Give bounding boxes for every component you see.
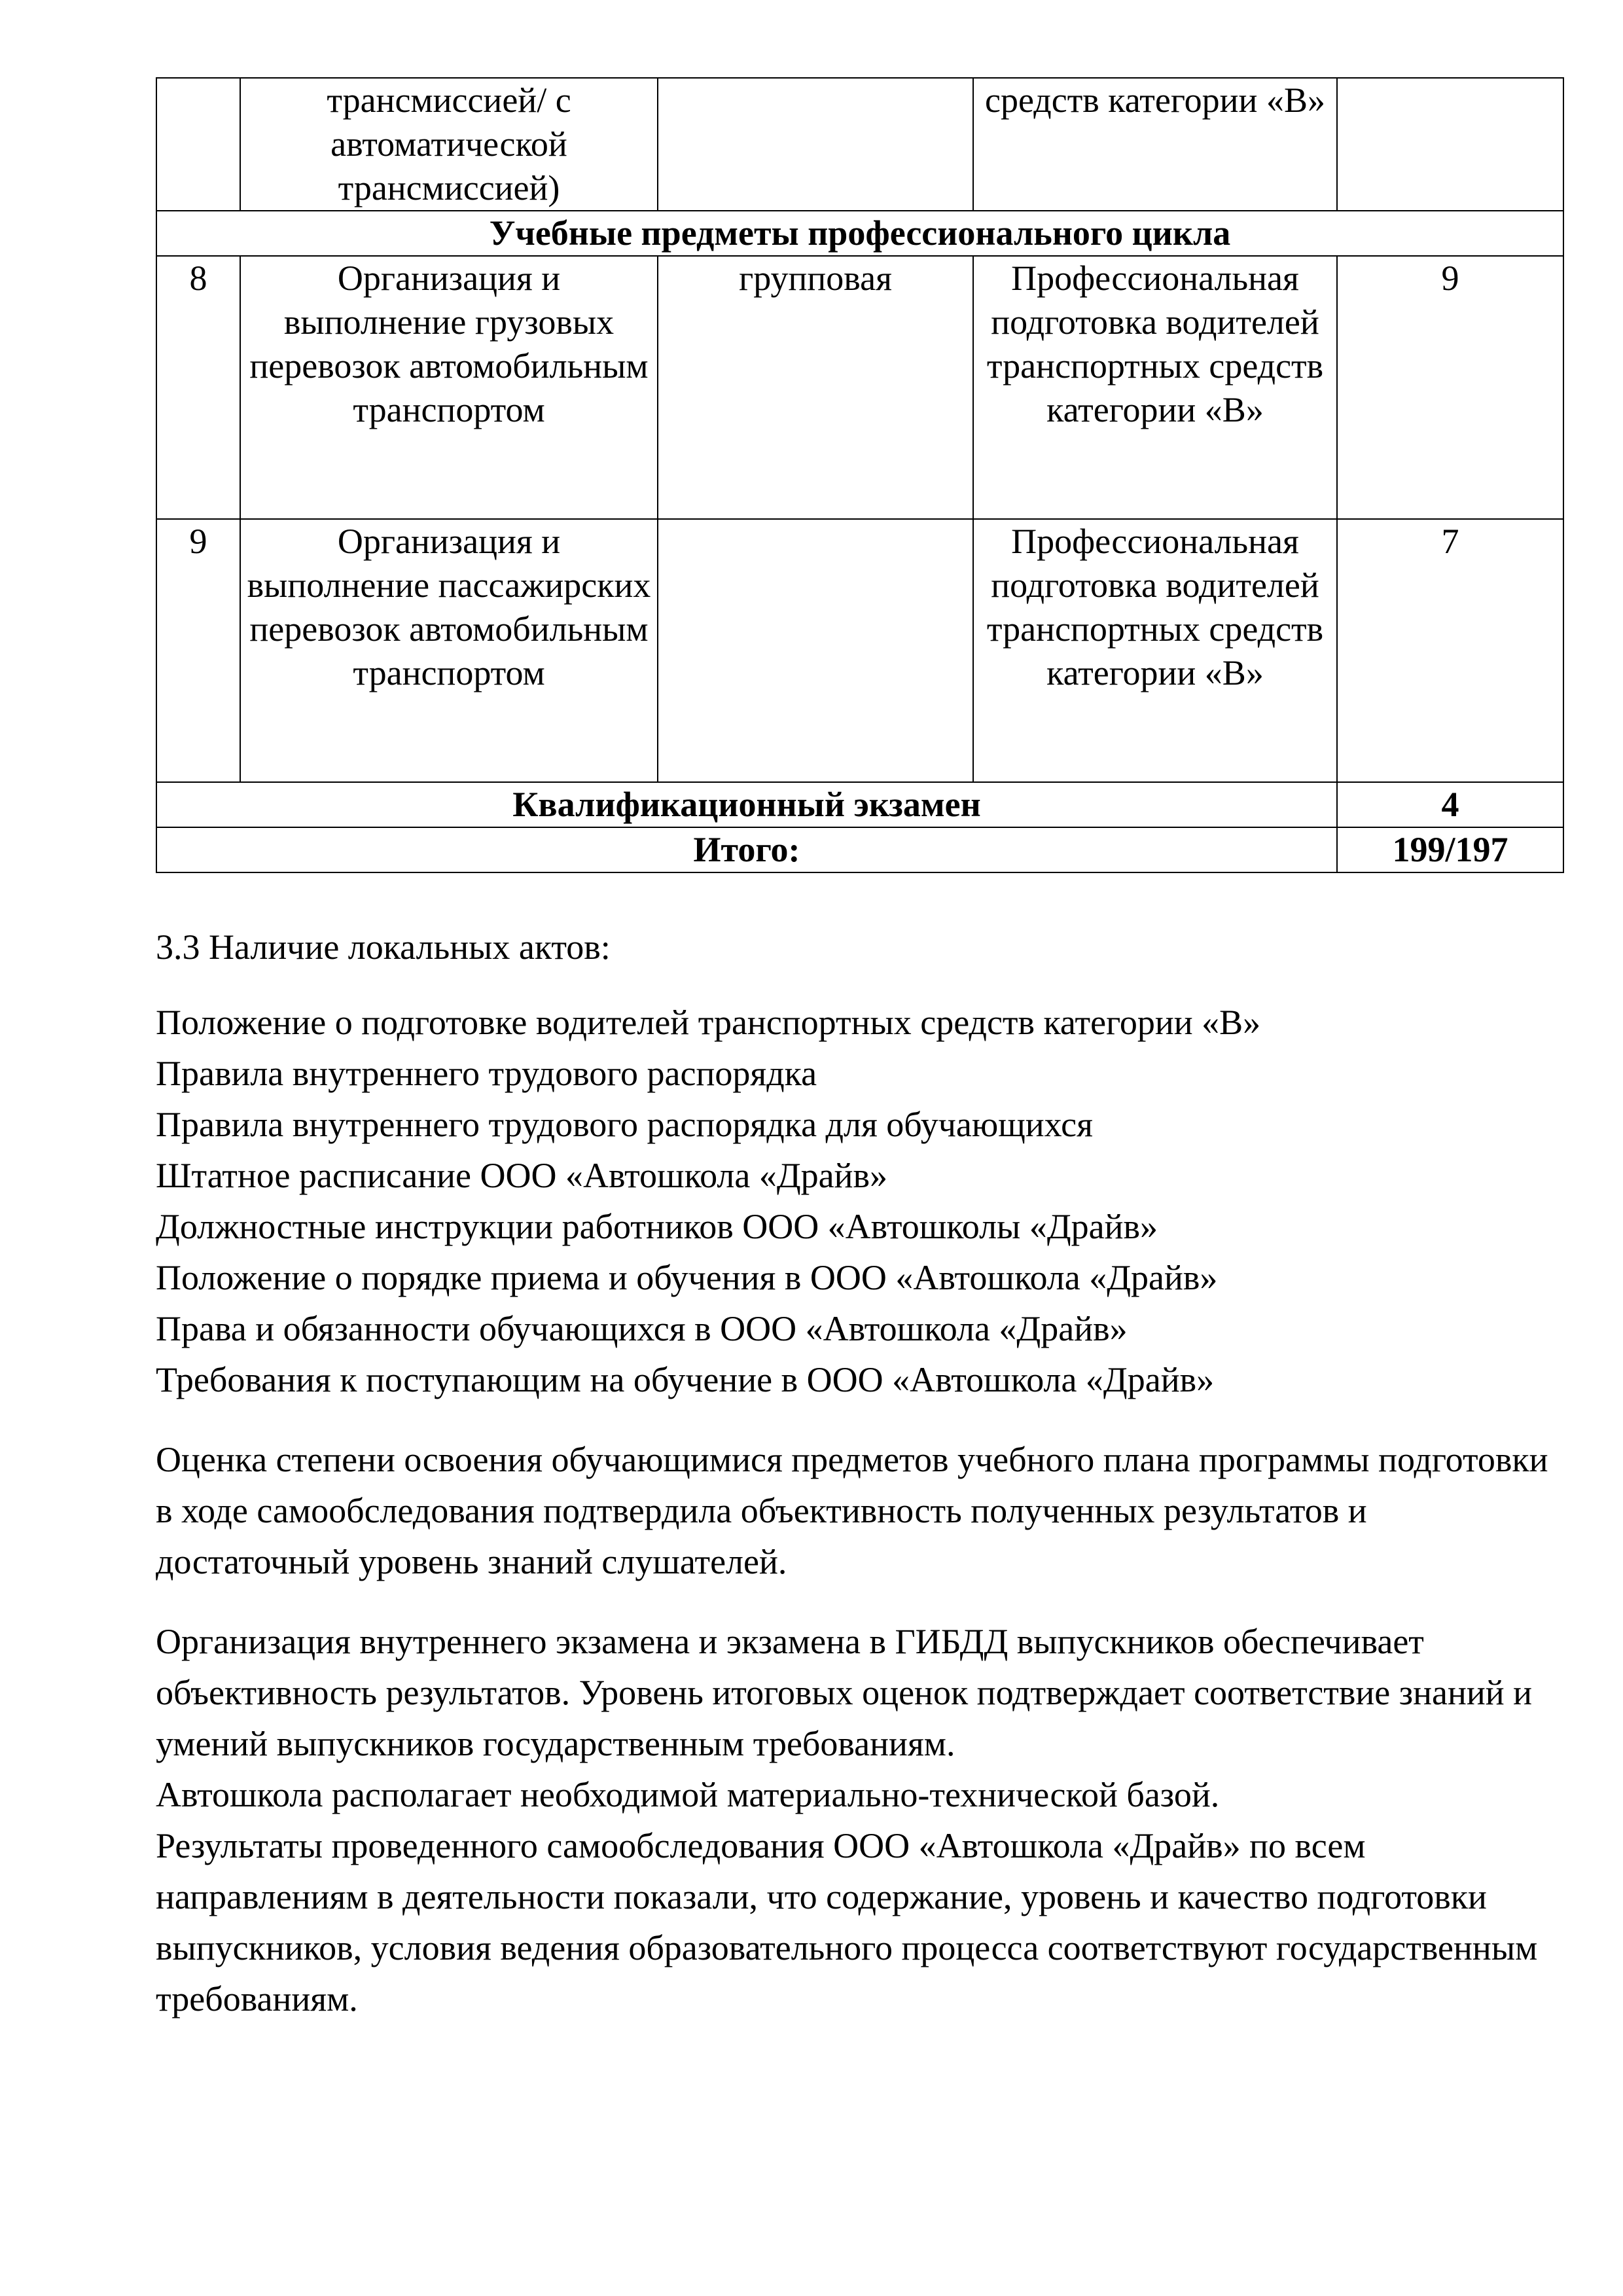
document-page	[156, 77, 1563, 2024]
cell-program: средств категории «В»	[973, 78, 1337, 211]
table-total-row	[156, 827, 1563, 872]
material-base-paragraph: Автошкола располагает необходимой материально-технической базой.	[156, 1775, 1220, 1814]
list-item: Должностные инструкции работников ООО «Автошколы «Драйв»	[156, 1207, 1158, 1246]
cell-program: Профессиональная подготовка водителей транспортных средств категории «В»	[973, 519, 1337, 782]
cell-hours	[1337, 78, 1563, 211]
total-hours: 199/197	[1337, 827, 1563, 872]
cell-num: 9	[156, 519, 240, 782]
table-row-continuation	[156, 78, 1563, 211]
list-item: Правила внутреннего трудового распорядка	[156, 1054, 817, 1093]
conclusion-block	[156, 1616, 1563, 2024]
curriculum-table	[156, 77, 1564, 873]
cell-form	[658, 78, 973, 211]
exam-organization-paragraph: Организация внутреннего экзамена и экзамена в ГИБДД выпускников обеспечивает объективность результатов. Уровень итоговых оценок подтверждает соответствие знаний и умений выпускников государственным требованиям.	[156, 1622, 1533, 1763]
cell-form: групповая	[658, 256, 973, 519]
table-row	[156, 256, 1563, 519]
list-item: Положение о порядке приема и обучения в ООО «Автошкола «Драйв»	[156, 1258, 1218, 1297]
table-section-row	[156, 211, 1563, 256]
cell-form	[658, 519, 973, 782]
section-title: Учебные предметы профессионального цикла	[156, 211, 1563, 256]
table-row	[156, 519, 1563, 782]
list-item: Требования к поступающим на обучение в ООО «Автошкола «Драйв»	[156, 1360, 1215, 1399]
cell-subject-name: Организация и выполнение грузовых перевозок автомобильным транспортом	[240, 256, 658, 519]
list-item: Штатное расписание ООО «Автошкола «Драйв»	[156, 1156, 888, 1195]
cell-num	[156, 78, 240, 211]
cell-num: 8	[156, 256, 240, 519]
exam-label: Квалификационный экзамен	[156, 782, 1337, 827]
cell-program: Профессиональная подготовка водителей транспортных средств категории «В»	[973, 256, 1337, 519]
table-exam-row	[156, 782, 1563, 827]
total-label: Итого:	[156, 827, 1337, 872]
cell-subject-name: трансмиссией/ с автоматической трансмиссией)	[240, 78, 658, 211]
cell-hours: 9	[1337, 256, 1563, 519]
list-item: Права и обязанности обучающихся в ООО «Автошкола «Драйв»	[156, 1309, 1128, 1348]
exam-hours: 4	[1337, 782, 1563, 827]
list-item: Правила внутреннего трудового распорядка для обучающихся	[156, 1105, 1093, 1144]
cell-hours: 7	[1337, 519, 1563, 782]
cell-subject-name: Организация и выполнение пассажирских перевозок автомобильным транспортом	[240, 519, 658, 782]
assessment-paragraph: Оценка степени освоения обучающимися предметов учебного плана программы подготовки в ходе самообследования подтвердила объективность полученных результатов и достаточный уровень знаний слушателей.	[156, 1440, 1548, 1581]
list-item: Положение о подготовке водителей транспортных средств категории «В»	[156, 1003, 1261, 1042]
self-assessment-results-paragraph: Результаты проведенного самообследования ООО «Автошкола «Драйв» по всем направлениям в деятельности показали, что содержание, уровень и качество подготовки выпускников, условия ведения образовательного процесса соответствуют государственным требованиям.	[156, 1826, 1538, 2018]
section-heading: 3.3 Наличие локальных актов:	[156, 927, 611, 967]
local-acts-list	[156, 997, 1563, 1405]
